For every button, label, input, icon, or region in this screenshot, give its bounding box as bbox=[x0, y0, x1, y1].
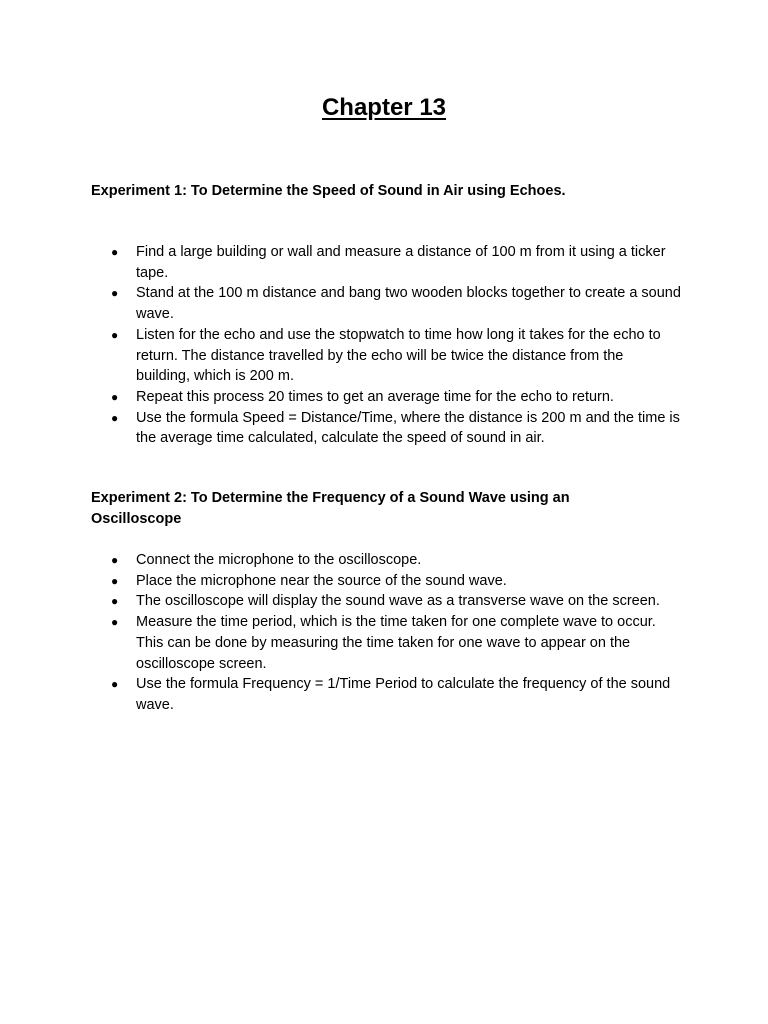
chapter-title: Chapter 13 bbox=[321, 94, 447, 121]
step-text: Find a large building or wall and measure a distance of 100 m from it using a ticker tape. bbox=[136, 244, 666, 281]
step-text: The oscilloscope will display the sound wave as a transverse wave on the screen. bbox=[136, 593, 660, 610]
bullet-icon: ● bbox=[111, 410, 119, 425]
step-text: Use the formula Frequency = 1/Time Period to calculate the frequency of the sound wave. bbox=[136, 676, 671, 713]
list-item bbox=[111, 325, 681, 387]
bullet-icon: ● bbox=[111, 286, 119, 301]
bullet-icon: ● bbox=[111, 677, 119, 692]
experiment-1-steps bbox=[111, 242, 681, 449]
list-item bbox=[111, 283, 681, 324]
list-item bbox=[111, 387, 681, 408]
experiment-2-steps bbox=[111, 550, 681, 716]
list-item bbox=[111, 242, 681, 283]
list-item bbox=[111, 591, 681, 612]
bullet-icon: ● bbox=[111, 389, 119, 404]
list-item bbox=[111, 550, 681, 571]
list-item bbox=[111, 612, 681, 674]
step-text: Repeat this process 20 times to get an average time for the echo to return. bbox=[136, 388, 614, 405]
bullet-icon: ● bbox=[111, 327, 119, 342]
list-item bbox=[111, 408, 681, 449]
step-text: Listen for the echo and use the stopwatch to time how long it takes for the echo to return. The distance travelled by the echo will be twice the distance from the building, which is 200 m. bbox=[136, 326, 661, 385]
step-text: Place the microphone near the source of the sound wave. bbox=[136, 572, 507, 589]
list-item bbox=[111, 571, 681, 592]
bullet-icon: ● bbox=[111, 553, 119, 567]
step-text: Use the formula Speed = Distance/Time, where the distance is 200 m and the time is the average time calculated, calculate the speed of sound in air. bbox=[136, 409, 680, 447]
bullet-icon: ● bbox=[111, 615, 119, 630]
experiment-1-heading: Experiment 1: To Determine the Speed of Sound in Air using Echoes. bbox=[91, 183, 566, 199]
list-item bbox=[111, 674, 681, 715]
step-text: Measure the time period, which is the time taken for one complete wave to occur. This can be done by measuring the time taken for one wave to appear on the oscilloscope screen. bbox=[136, 614, 656, 672]
bullet-icon: ● bbox=[111, 573, 119, 588]
step-text: Connect the microphone to the oscilloscope. bbox=[136, 552, 422, 568]
experiment-2-heading: Experiment 2: To Determine the Frequency of a Sound Wave using an Oscilloscope bbox=[91, 490, 570, 527]
bullet-icon: ● bbox=[111, 594, 119, 609]
bullet-icon: ● bbox=[111, 245, 119, 259]
step-text: Stand at the 100 m distance and bang two wooden blocks together to create a sound wave. bbox=[136, 285, 681, 323]
